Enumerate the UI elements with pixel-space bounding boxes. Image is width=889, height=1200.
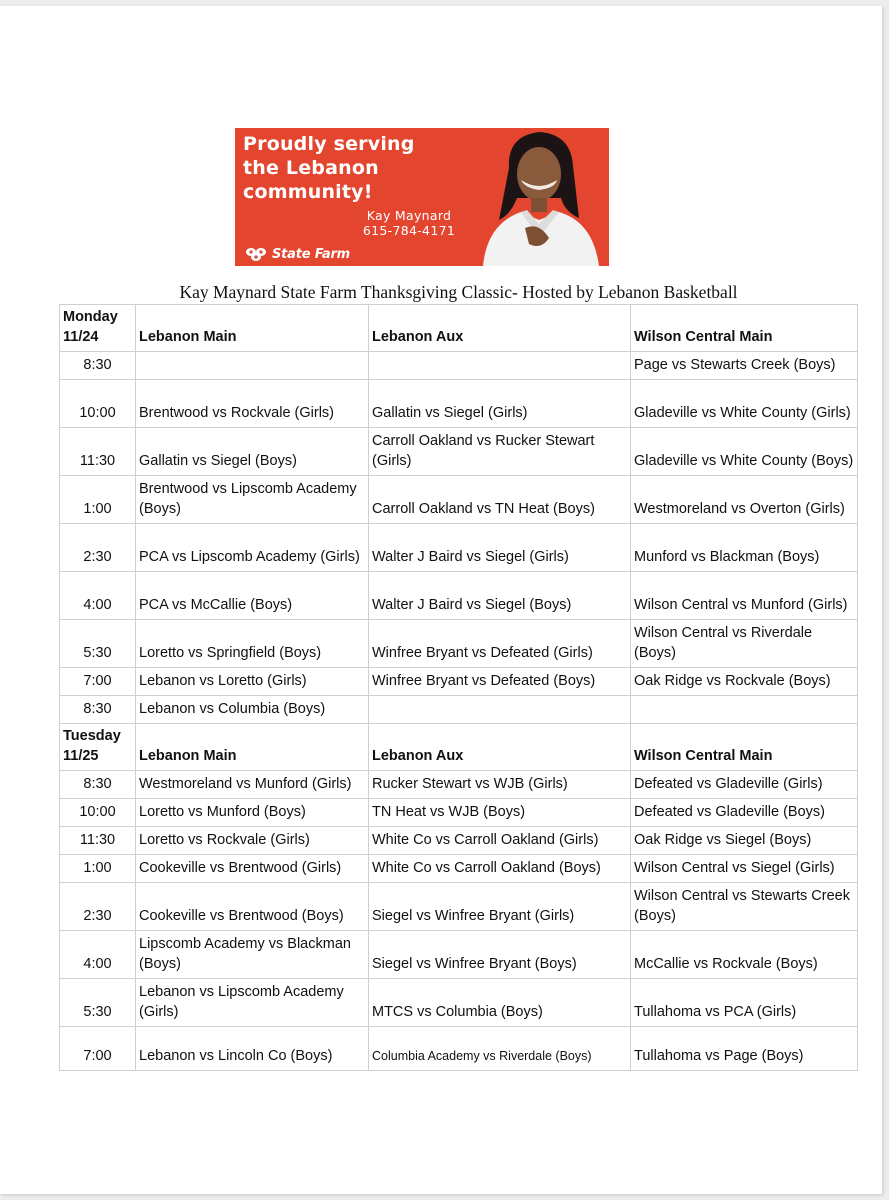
lebanon-main-cell: Loretto vs Rockvale (Girls) xyxy=(136,827,369,855)
agent-phone: 615-784-4171 xyxy=(362,223,456,238)
table-row xyxy=(60,799,858,827)
game-time-cell: 1:00 xyxy=(60,476,136,524)
wilson-central-cell: Page vs Stewarts Creek (Boys) xyxy=(631,352,858,380)
lebanon-main-cell: Gallatin vs Siegel (Boys) xyxy=(136,428,369,476)
wilson-central-cell: Defeated vs Gladeville (Boys) xyxy=(631,799,858,827)
game-time-cell: 4:00 xyxy=(60,931,136,979)
game-time-cell: 5:30 xyxy=(60,979,136,1027)
banner-tagline xyxy=(243,132,483,204)
game-time-cell: 8:30 xyxy=(60,696,136,724)
game-time-cell: 10:00 xyxy=(60,799,136,827)
table-row xyxy=(60,827,858,855)
wilson-central-cell: Wilson Central vs Munford (Girls) xyxy=(631,572,858,620)
table-row xyxy=(60,572,858,620)
table-row xyxy=(60,1027,858,1071)
lebanon-main-cell: Lebanon vs Lipscomb Academy (Girls) xyxy=(136,979,369,1027)
table-row xyxy=(60,620,858,668)
lebanon-aux-cell: Siegel vs Winfree Bryant (Girls) xyxy=(369,883,631,931)
lebanon-main-cell: Loretto vs Springfield (Boys) xyxy=(136,620,369,668)
lebanon-aux-cell: Columbia Academy vs Riverdale (Boys) xyxy=(369,1027,631,1071)
game-time-cell: 11:30 xyxy=(60,428,136,476)
lebanon-aux-cell: Walter J Baird vs Siegel (Girls) xyxy=(369,524,631,572)
table-row xyxy=(60,771,858,799)
logo-text: State Farm xyxy=(272,246,351,262)
wilson-central-cell: Oak Ridge vs Siegel (Boys) xyxy=(631,827,858,855)
game-time-cell: 5:30 xyxy=(60,620,136,668)
lebanon-aux-cell: Winfree Bryant vs Defeated (Boys) xyxy=(369,668,631,696)
lebanon-main-cell: Lipscomb Academy vs Blackman (Boys) xyxy=(136,931,369,979)
lebanon-aux-cell: White Co vs Carroll Oakland (Girls) xyxy=(369,827,631,855)
schedule-table xyxy=(59,304,858,1071)
game-time-cell: 8:30 xyxy=(60,352,136,380)
agent-name: Kay Maynard xyxy=(366,208,452,223)
state-farm-logo xyxy=(243,246,350,262)
lebanon-aux-cell: TN Heat vs WJB (Boys) xyxy=(369,799,631,827)
lebanon-main-cell: Lebanon vs Lincoln Co (Boys) xyxy=(136,1027,369,1071)
game-time-cell: 10:00 xyxy=(60,380,136,428)
lebanon-aux-cell: Rucker Stewart vs WJB (Girls) xyxy=(369,771,631,799)
game-time-cell: 2:30 xyxy=(60,524,136,572)
venue-header-cell: Lebanon Aux xyxy=(369,305,631,352)
venue-header-cell: Wilson Central Main xyxy=(631,724,858,771)
day-name: Monday xyxy=(63,309,118,325)
lebanon-aux-cell xyxy=(369,696,631,724)
agent-info xyxy=(345,208,473,238)
wilson-central-cell xyxy=(631,696,858,724)
lebanon-main-cell: Cookeville vs Brentwood (Girls) xyxy=(136,855,369,883)
day-label-cell xyxy=(60,305,136,352)
lebanon-aux-cell: Carroll Oakland vs TN Heat (Boys) xyxy=(369,476,631,524)
lebanon-main-cell: Loretto vs Munford (Boys) xyxy=(136,799,369,827)
lebanon-aux-cell: Carroll Oakland vs Rucker Stewart (Girls) xyxy=(369,428,631,476)
day-name: Tuesday xyxy=(63,728,121,744)
wilson-central-cell: Gladeville vs White County (Boys) xyxy=(631,428,858,476)
wilson-central-cell: McCallie vs Rockvale (Boys) xyxy=(631,931,858,979)
lebanon-aux-cell: Siegel vs Winfree Bryant (Boys) xyxy=(369,931,631,979)
lebanon-main-cell: Cookeville vs Brentwood (Boys) xyxy=(136,883,369,931)
state-farm-ovals-icon xyxy=(243,247,269,261)
day-date: 11/25 xyxy=(63,748,99,764)
wilson-central-cell: Tullahoma vs PCA (Girls) xyxy=(631,979,858,1027)
wilson-central-cell: Defeated vs Gladeville (Girls) xyxy=(631,771,858,799)
page-title: Kay Maynard State Farm Thanksgiving Classic- Hosted by Lebanon Basketball xyxy=(179,282,738,302)
venue-header-cell: Lebanon Aux xyxy=(369,724,631,771)
venue-header-cell: Lebanon Main xyxy=(136,724,369,771)
lebanon-main-cell xyxy=(136,352,369,380)
game-time-cell: 4:00 xyxy=(60,572,136,620)
lebanon-main-cell: Brentwood vs Rockvale (Girls) xyxy=(136,380,369,428)
lebanon-main-cell: PCA vs Lipscomb Academy (Girls) xyxy=(136,524,369,572)
wilson-central-cell: Gladeville vs White County (Girls) xyxy=(631,380,858,428)
venue-header-cell: Wilson Central Main xyxy=(631,305,858,352)
wilson-central-cell: Tullahoma vs Page (Boys) xyxy=(631,1027,858,1071)
wilson-central-cell: Wilson Central vs Stewarts Creek (Boys) xyxy=(631,883,858,931)
wilson-central-cell: Westmoreland vs Overton (Girls) xyxy=(631,476,858,524)
table-row xyxy=(60,696,858,724)
wilson-central-cell: Wilson Central vs Siegel (Girls) xyxy=(631,855,858,883)
day-header-row xyxy=(60,305,858,352)
game-time-cell: 2:30 xyxy=(60,883,136,931)
lebanon-main-cell: Westmoreland vs Munford (Girls) xyxy=(136,771,369,799)
table-row xyxy=(60,668,858,696)
lebanon-aux-cell: Gallatin vs Siegel (Girls) xyxy=(369,380,631,428)
lebanon-aux-cell: White Co vs Carroll Oakland (Boys) xyxy=(369,855,631,883)
banner-line-1: Proudly serving xyxy=(243,133,415,155)
lebanon-aux-cell: Walter J Baird vs Siegel (Boys) xyxy=(369,572,631,620)
table-row xyxy=(60,524,858,572)
day-header-row xyxy=(60,724,858,771)
schedule-body xyxy=(60,305,858,1071)
game-time-cell: 7:00 xyxy=(60,668,136,696)
venue-header-cell: Lebanon Main xyxy=(136,305,369,352)
wilson-central-cell: Munford vs Blackman (Boys) xyxy=(631,524,858,572)
agent-photo xyxy=(469,128,609,266)
wilson-central-cell: Oak Ridge vs Rockvale (Boys) xyxy=(631,668,858,696)
table-row xyxy=(60,979,858,1027)
state-farm-ad-banner xyxy=(235,128,609,266)
lebanon-main-cell: Lebanon vs Loretto (Girls) xyxy=(136,668,369,696)
game-time-cell: 7:00 xyxy=(60,1027,136,1071)
lebanon-main-cell: Brentwood vs Lipscomb Academy (Boys) xyxy=(136,476,369,524)
lebanon-aux-cell: Winfree Bryant vs Defeated (Girls) xyxy=(369,620,631,668)
table-row xyxy=(60,476,858,524)
game-time-cell: 11:30 xyxy=(60,827,136,855)
table-row xyxy=(60,931,858,979)
game-time-cell: 1:00 xyxy=(60,855,136,883)
wilson-central-cell: Wilson Central vs Riverdale (Boys) xyxy=(631,620,858,668)
lebanon-main-cell: Lebanon vs Columbia (Boys) xyxy=(136,696,369,724)
day-label-cell xyxy=(60,724,136,771)
day-date: 11/24 xyxy=(63,329,99,345)
document-page xyxy=(0,6,882,1194)
table-row xyxy=(60,428,858,476)
banner-line-2: the Lebanon xyxy=(243,157,379,179)
game-time-cell: 8:30 xyxy=(60,771,136,799)
table-row xyxy=(60,352,858,380)
table-row xyxy=(60,380,858,428)
table-row xyxy=(60,883,858,931)
lebanon-aux-cell xyxy=(369,352,631,380)
banner-line-3: community! xyxy=(243,181,373,203)
lebanon-aux-cell: MTCS vs Columbia (Boys) xyxy=(369,979,631,1027)
table-row xyxy=(60,855,858,883)
lebanon-main-cell: PCA vs McCallie (Boys) xyxy=(136,572,369,620)
